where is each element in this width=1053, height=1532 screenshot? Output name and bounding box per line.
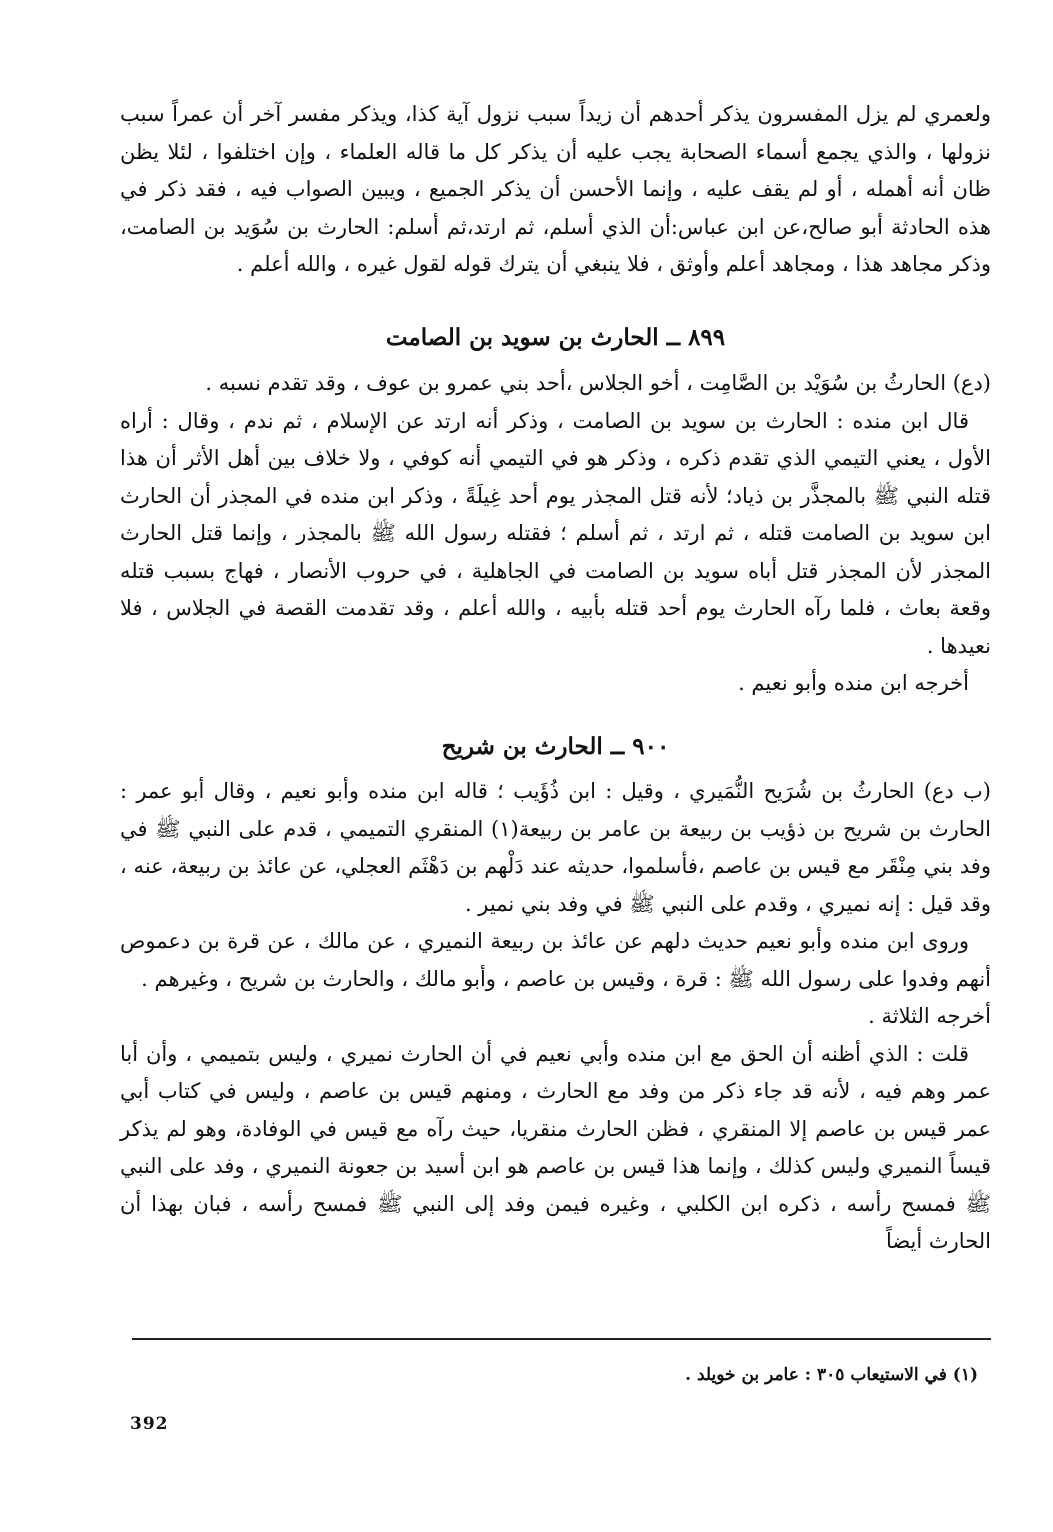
footnote-divider: [132, 1338, 991, 1340]
entry-899-section: [120, 365, 991, 703]
entry-899-opening: (دع) الحارثُ بن سُوَيْد بن الصَّامِت ، أخو الجلاس ،أحد بني عمرو بن عوف ، وقد تقدم نسبه .: [205, 371, 991, 395]
entry-900-opening: (ب دع) الحارثُ بن شُرَيح النُّمَيري ، وقيل : ابن ذُؤَيب ؛ قاله ابن منده وأبو نعيم ، وقال أبو عمر : الحارث بن شريح بن ذؤيب بن ربيعة بن عامر بن ربيعة(١) المنقري التميمي ، قدم على النبي ﷺ في وفد بني مِنْقَر مع قيس بن عاصم ،فأسلموا، حديثه عند دَلْهم بن دَهْثَم العجلي، عن عائذ بن ربيعة، عنه ، وقد قيل : إنه نميري ، وقدم على النبي ﷺ في وفد بني نمير .: [120, 779, 991, 916]
entry-900-narration: وروى ابن منده وأبو نعيم حديث دلهم عن عائذ بن ربيعة النميري ، عن مالك ، عن قرة بن دعموص أنهم وفدوا على رسول الله ﷺ : قرة ، وقيس بن عاصم ، وأبو مالك ، والحارث بن شريح ، وغيرهم .: [120, 929, 991, 991]
entry-899-heading: ٨٩٩ ــ الحارث بن سويد بن الصامت: [385, 324, 726, 351]
page-number: 392: [130, 1414, 169, 1434]
entry-899-source: أخرجه ابن منده وأبو نعيم .: [738, 671, 969, 695]
entry-900-heading: ٩٠٠ ــ الحارث بن شريح: [441, 733, 670, 760]
intro-paragraph: ولعمري لم يزل المفسرون يذكر أحدهم أن زيداً سبب نزول آية كذا، ويذكر مفسر آخر أن عمراً سبب نزولها ، والذي يجمع أسماء الصحابة يجب عليه أن يذكر كل ما قاله العلماء ، وإن اختلفوا ، لئلا يظن ظان أنه أهمله ، أو لم يقف عليه ، وإنما الأحسن أن يذكر الجميع ، ويبين الصواب فيه ، فقد ذكر في هذه الحادثة أبو صالح،عن ابن عباس:أن الذي أسلم، ثم ارتد،ثم أسلم: الحارث بن سُوَيد بن الصامت، وذكر مجاهد هذا ، ومجاهد أعلم وأوثق ، فلا ينبغي أن يترك قوله لقول غيره ، والله أعلم .: [120, 102, 991, 276]
footnote: (١) في الاستيعاب ٣٠٥ : عامر بن خويلد .: [685, 1365, 978, 1385]
entry-900-note: قلت : الذي أظنه أن الحق مع ابن منده وأبي نعيم في أن الحارث نميري ، وليس بتميمي ، وأن أبا عمر وهم فيه ، لأنه قد جاء ذكر من وفد مع الحارث ، ومنهم قيس بن عاصم ، وليس في كتاب أبي عمر قيس بن عاصم إلا المنقري ، فظن الحارث منقريا، حيث رآه مع قيس في الوفادة، وهو لم يذكر قيساً النميري وليس كذلك ، وإنما هذا قيس بن عاصم هو ابن أسيد بن جعونة النميري ، وفد على النبي ﷺ فمسح رأسه ، ذكره ابن الكلبي ، وغيره فيمن وفد إلى النبي ﷺ فمسح رأسه ، فبان بهذا أن الحارث أيضاً: [120, 1041, 991, 1253]
entry-899-body: قال ابن منده : الحارث بن سويد بن الصامت ، وذكر أنه ارتد عن الإسلام ، ثم ندم ، وقال : أراه الأول ، يعني التيمي الذي تقدم ذكره ، وذكر هو في التيمي أنه كوفي ، ولا خلاف بين أهل الأثر أن هذا قتله النبي ﷺ بالمجذَّر بن ذياد؛ لأنه قتل المجذر يوم أحد غِيلَةً ، وذكر ابن منده في المجذر أن الحارث ابن سويد بن الصامت قتله ، ثم ارتد ، ثم أسلم ؛ فقتله رسول الله ﷺ بالمجذر ، وإنما قتل الحارث المجذر لأن المجذر قتل أباه سويد بن الصامت في الجاهلية ، في حروب الأنصار ، فهاج بسبب قتله وقعة بعاث ، فلما رآه الحارث يوم أحد قتله بأبيه ، والله أعلم ، وقد تقدمت القصة في الجلاس ، فلا نعيدها .: [120, 408, 991, 658]
intro-section: [120, 96, 991, 284]
entry-900-section: [120, 773, 991, 1261]
entry-900-source: أخرجه الثلاثة .: [868, 1004, 991, 1028]
